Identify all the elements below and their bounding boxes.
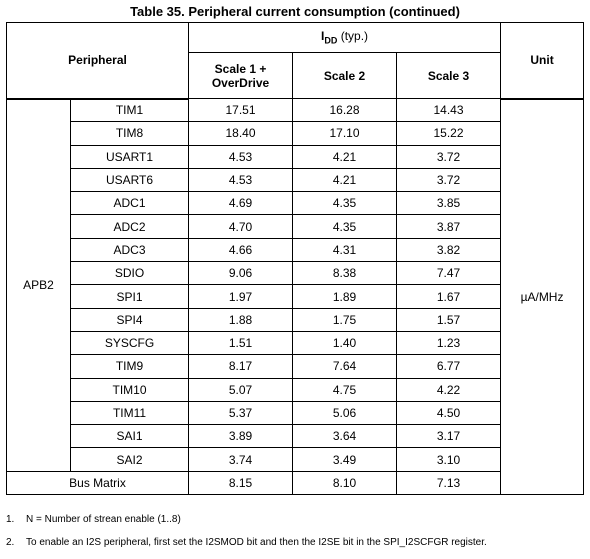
scale2-value: 7.64 — [293, 355, 397, 378]
table-row — [7, 122, 584, 145]
scale2-value: 1.89 — [293, 285, 397, 308]
unit-value: µA/MHz — [501, 99, 584, 495]
peripheral-name: SPI4 — [71, 308, 189, 331]
scale3-value: 3.87 — [397, 215, 501, 238]
scale3-value: 3.17 — [397, 425, 501, 448]
table-row — [7, 285, 584, 308]
scale2-value: 8.38 — [293, 262, 397, 285]
scale2-value: 4.31 — [293, 238, 397, 261]
peripheral-name: ADC1 — [71, 192, 189, 215]
table-notes — [6, 513, 586, 559]
scale3-value: 7.47 — [397, 262, 501, 285]
scale1-value: 1.51 — [189, 331, 293, 354]
table-row — [7, 331, 584, 354]
scale3-value: 1.67 — [397, 285, 501, 308]
table-row — [7, 238, 584, 261]
peripheral-name: TIM11 — [71, 401, 189, 424]
table-row — [7, 145, 584, 168]
group-label: APB2 — [7, 99, 71, 472]
peripheral-name: SDIO — [71, 262, 189, 285]
peripheral-name: TIM10 — [71, 378, 189, 401]
table-row — [7, 401, 584, 424]
header-scale2: Scale 2 — [293, 53, 397, 99]
scale1-value: 1.88 — [189, 308, 293, 331]
header-peripheral: Peripheral — [7, 23, 189, 99]
scale2-value: 4.35 — [293, 215, 397, 238]
scale3-value: 3.72 — [397, 168, 501, 191]
scale1-value: 3.74 — [189, 448, 293, 471]
peripheral-name: USART6 — [71, 168, 189, 191]
scale3-value: 3.82 — [397, 238, 501, 261]
scale3-value: 14.43 — [397, 99, 501, 122]
peripheral-name: SYSCFG — [71, 331, 189, 354]
scale1-value: 1.97 — [189, 285, 293, 308]
peripheral-name: SAI1 — [71, 425, 189, 448]
scale3-value: 3.72 — [397, 145, 501, 168]
scale2-value: 16.28 — [293, 99, 397, 122]
table-row — [7, 378, 584, 401]
scale1-value: 5.37 — [189, 401, 293, 424]
note-item: 2. To enable an I2S peripheral, first set the I2SMOD bit and then the I2SE bit in the SPI_I2SCFGR register. — [6, 537, 487, 548]
peripheral-name: TIM9 — [71, 355, 189, 378]
scale2-value: 3.64 — [293, 425, 397, 448]
scale1-value: 4.66 — [189, 238, 293, 261]
scale2-value: 8.10 — [293, 471, 397, 494]
peripheral-name: TIM1 — [71, 99, 189, 122]
table-row — [7, 99, 584, 122]
scale3-value: 3.10 — [397, 448, 501, 471]
peripheral-name: SPI1 — [71, 285, 189, 308]
scale3-value: 7.13 — [397, 471, 501, 494]
peripheral-name: SAI2 — [71, 448, 189, 471]
table-row — [7, 425, 584, 448]
table-row — [7, 355, 584, 378]
peripheral-name: USART1 — [71, 145, 189, 168]
header-unit: Unit — [501, 23, 584, 99]
scale1-value: 4.53 — [189, 145, 293, 168]
scale1-value: 17.51 — [189, 99, 293, 122]
scale2-value: 4.75 — [293, 378, 397, 401]
header-scale1: Scale 1 + OverDrive — [189, 53, 293, 99]
table-row — [7, 192, 584, 215]
scale3-value: 15.22 — [397, 122, 501, 145]
scale1-value: 8.17 — [189, 355, 293, 378]
table-row — [7, 262, 584, 285]
scale2-value: 4.21 — [293, 145, 397, 168]
table-row — [7, 308, 584, 331]
scale3-value: 3.85 — [397, 192, 501, 215]
table-row — [7, 168, 584, 191]
scale1-value: 4.53 — [189, 168, 293, 191]
note-item: 1. N = Number of strean enable (1..8) — [6, 514, 181, 525]
scale3-value: 1.23 — [397, 331, 501, 354]
table-row — [7, 448, 584, 471]
scale1-value: 9.06 — [189, 262, 293, 285]
scale2-value: 4.35 — [293, 192, 397, 215]
scale2-value: 17.10 — [293, 122, 397, 145]
scale2-value: 1.40 — [293, 331, 397, 354]
table-row — [7, 215, 584, 238]
scale3-value: 1.57 — [397, 308, 501, 331]
scale2-value: 5.06 — [293, 401, 397, 424]
scale2-value: 1.75 — [293, 308, 397, 331]
header-idd: $I_{DD}$ (typ.) — [189, 23, 501, 53]
peripheral-name: TIM8 — [71, 122, 189, 145]
peripheral-name: Bus Matrix — [7, 471, 189, 494]
scale2-value: 4.21 — [293, 168, 397, 191]
scale1-value: 5.07 — [189, 378, 293, 401]
table-body — [7, 99, 584, 495]
table-title: Table 35. Peripheral current consumption (continued) — [130, 4, 460, 19]
scale3-value: 4.22 — [397, 378, 501, 401]
peripheral-name: ADC2 — [71, 215, 189, 238]
scale1-value: 4.69 — [189, 192, 293, 215]
scale3-value: 4.50 — [397, 401, 501, 424]
peripheral-current-table — [6, 22, 584, 495]
header-scale3: Scale 3 — [397, 53, 501, 99]
table-row-bus-matrix — [7, 471, 584, 494]
scale2-value: 3.49 — [293, 448, 397, 471]
scale1-value: 3.89 — [189, 425, 293, 448]
scale1-value: 18.40 — [189, 122, 293, 145]
scale3-value: 6.77 — [397, 355, 501, 378]
scale1-value: 8.15 — [189, 471, 293, 494]
peripheral-name: ADC3 — [71, 238, 189, 261]
scale1-value: 4.70 — [189, 215, 293, 238]
